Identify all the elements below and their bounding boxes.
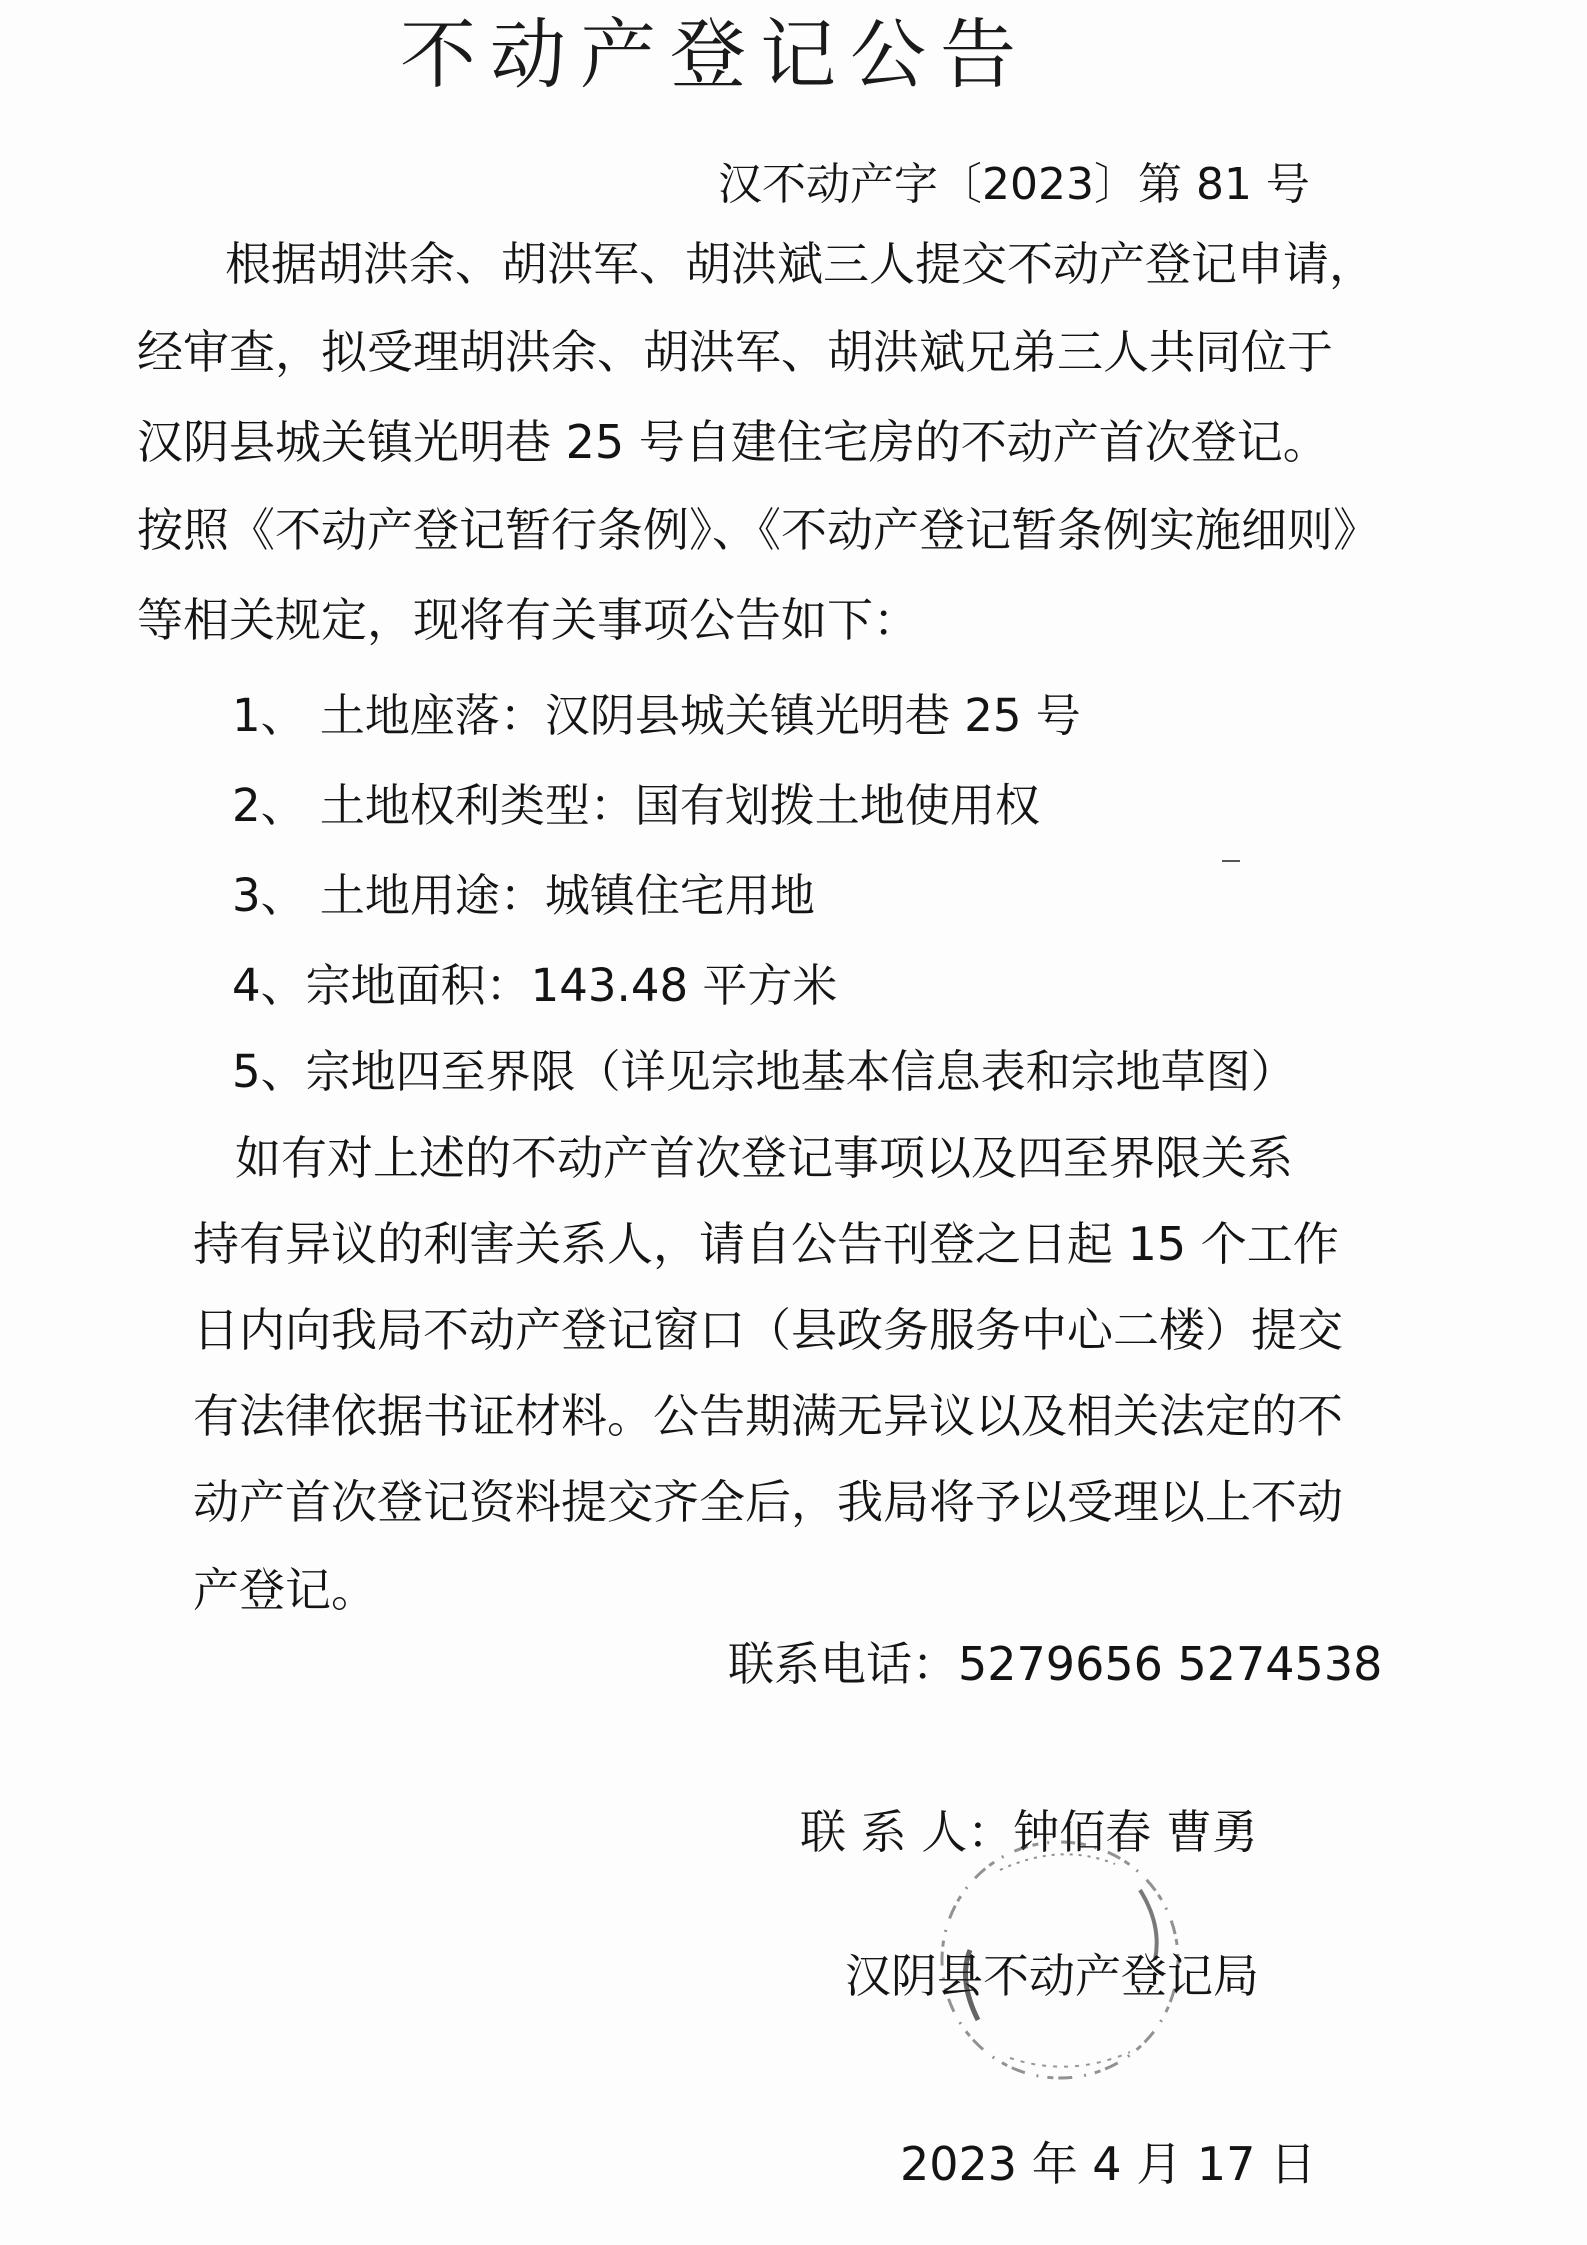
body-line: 持有异议的利害关系人，请自公告刊登之日起 15 个工作 <box>193 1217 1339 1271</box>
body-line: 有法律依据书证材料。公告期满无异议以及相关法定的不 <box>193 1389 1343 1443</box>
contact-persons: 联 系 人：钟佰春 曹勇 <box>800 1805 1258 1859</box>
notice-item-land-use: 3、 土地用途：城镇住宅用地 <box>232 869 815 922</box>
body-line: 等相关规定，现将有关事项公告如下： <box>137 593 919 647</box>
notice-item-area: 4、宗地面积：143.48 平方米 <box>232 959 838 1012</box>
contact-phone: 联系电话：5279656 5274538 <box>728 1637 1383 1691</box>
body-line: 汉阴县城关镇光明巷 25 号自建住宅房的不动产首次登记。 <box>137 415 1329 469</box>
notice-item-right-type: 2、 土地权利类型：国有划拨土地使用权 <box>232 779 1040 832</box>
body-line: 如有对上述的不动产首次登记事项以及四至界限关系 <box>235 1131 1293 1185</box>
notice-item-boundaries: 5、宗地四至界限（详见宗地基本信息表和宗地草图） <box>232 1045 1296 1098</box>
issue-date: 2023 年 4 月 17 日 <box>900 2137 1316 2191</box>
document-number: 汉不动产字〔2023〕第 81 号 <box>718 159 1310 210</box>
body-line: 根据胡洪余、胡洪军、胡洪斌三人提交不动产登记申请， <box>225 237 1375 291</box>
body-line: 日内向我局不动产登记窗口（县政务服务中心二楼）提交 <box>193 1303 1343 1357</box>
stray-mark <box>1222 860 1240 862</box>
body-line: 产登记。 <box>193 1563 377 1617</box>
body-line: 按照《不动产登记暂行条例》、《不动产登记暂条例实施细则》 <box>137 503 1379 557</box>
body-line: 动产首次登记资料提交齐全后，我局将予以受理以上不动 <box>193 1475 1343 1529</box>
body-line: 经审查，拟受理胡洪余、胡洪军、胡洪斌兄弟三人共同位于 <box>137 325 1333 379</box>
notice-title: 不动产登记公告 <box>400 10 1030 99</box>
issuer-name: 汉阴县不动产登记局 <box>845 1949 1259 2003</box>
notice-item-location: 1、 土地座落：汉阴县城关镇光明巷 25 号 <box>232 689 1081 742</box>
